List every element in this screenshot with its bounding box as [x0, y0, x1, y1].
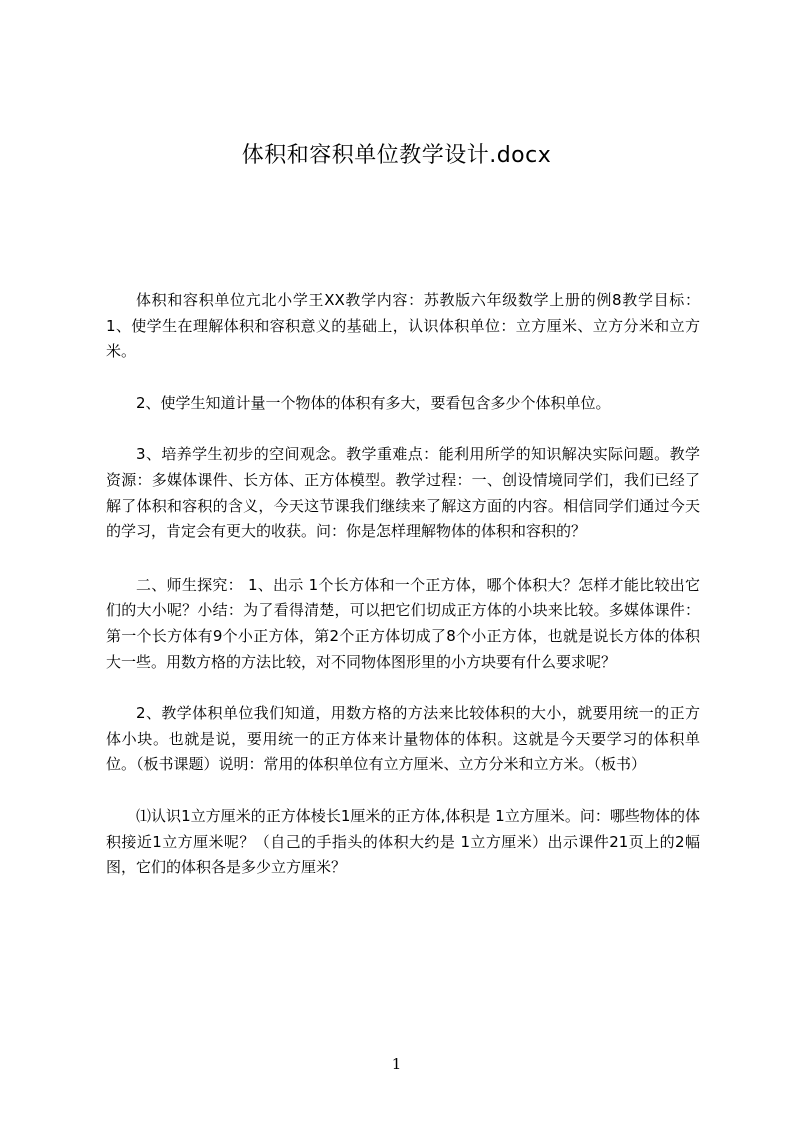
paragraph-volume-units: 2、教学体积单位我们知道，用数方格的方法来比较体积的大小，就要用统一的正方体小块。也就是说，要用统一的正方体来计量物体的体积。这就是今天要学习的体积单位。（板书课题）说明：常用的体积单位有立方厘米、立方分米和立方米。（板书） — [106, 704, 700, 774]
paragraph-cubic-centimeter: ⑴认识1立方厘米的正方体棱长1厘米的正方体,体积是 1立方厘米。问：哪些物体的体积接近1立方厘米呢？（自己的手指头的体积大约是 1立方厘米）出示课件21页上的2幅图，它们的体积各是多少立方厘米？ — [106, 806, 700, 877]
paragraph-objective-2: 2、使学生知道计量一个物体的体积有多大，要看包含多少个体积单位。 — [136, 393, 611, 412]
paragraph-teacher-student-inquiry: 二、师生探究： 1、出示 1个长方体和一个正方体，哪个体积大？怎样才能比较出它们的大小呢？小结：为了看得清楚，可以把它们切成正方体的小块来比较。多媒体课件：第一个长方体有9个小正方体，第2个正方体切成了8个小正方体，也就是说长方体的体积大一些。用数方格的方法比较，对不同物体图形里的小方块要有什么要求呢？ — [106, 575, 700, 671]
paragraph-objective-3-process: 3、培养学生初步的空间观念。教学重难点：能利用所学的知识解决实际问题。教学资源：多媒体课件、长方体、正方体模型。教学过程：一、创设情境同学们，我们已经了解了体积和容积的含义，今天这节课我们继续来了解这方面的内容。相信同学们通过今天的学习，肯定会有更大的收获。问：你是怎样理解物体的体积和容积的？ — [106, 445, 700, 541]
paragraph-objectives: 体积和容积单位亢北小学王XX教学内容：苏教版六年级数学上册的例8教学目标：1、使学生在理解体积和容积意义的基础上，认识体积单位：立方厘米、立方分米和立方米。 — [106, 291, 700, 361]
document-title: 体积和容积单位教学设计.docx — [241, 143, 552, 168]
document-body — [106, 288, 700, 907]
page-number: 1 — [391, 1055, 402, 1073]
